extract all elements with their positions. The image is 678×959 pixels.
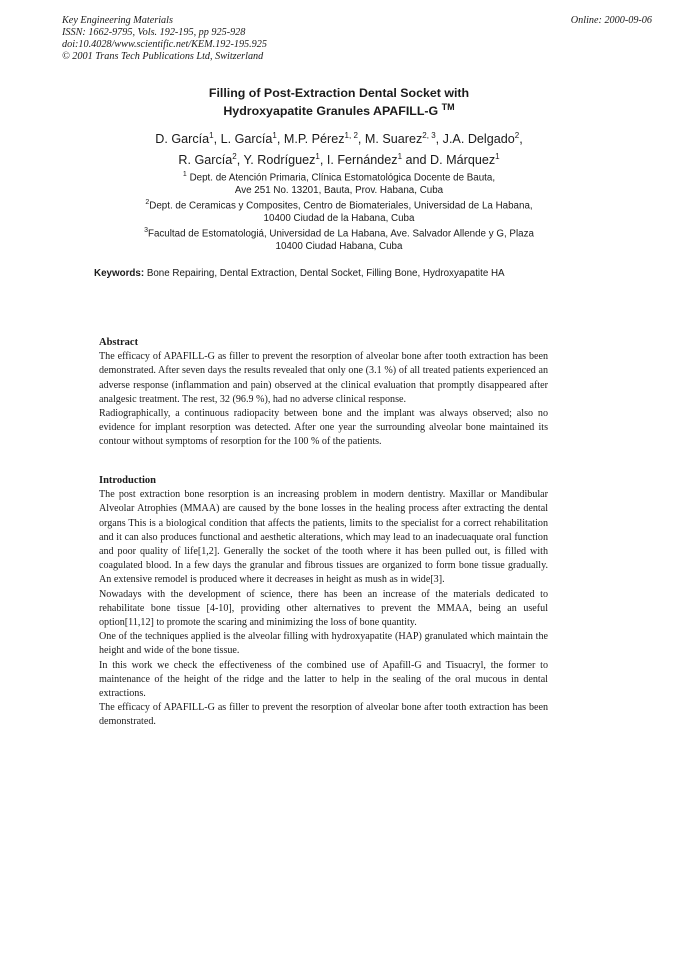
author-name: L. García [220, 132, 273, 147]
keywords [94, 268, 505, 279]
author-separator: , [357, 132, 365, 147]
author-name: M. Suarez [364, 132, 423, 147]
author-list [0, 127, 678, 169]
online-date: Online: 2000-09-06 [570, 15, 652, 26]
affiliation-number: 2 [145, 199, 150, 206]
affiliation-3 [0, 224, 678, 253]
doi-line: doi:10.4028/www.scientific.net/KEM.192-195.925 [62, 39, 267, 50]
affiliation-1 [0, 168, 678, 197]
journal-name: Key Engineering Materials [62, 15, 173, 26]
introduction-paragraph: The efficacy of APAFILL-G as filler to prevent the resorption of alveolar bone after tooth extraction has been demonstrated. [99, 702, 548, 728]
abstract-paragraph: The efficacy of APAFILL-G as filler to prevent the resorption of alveolar bone after tooth extraction has been demonstrated. After seven days the results revealed that only one (3.1 %) of all treated patients experienced an adverse response (inflammation and pain) observed at the clinical evaluation that promptly disappeared after analgesic treatment. The rest, 32 (96.9 %), had no adverse clinical response. [99, 351, 548, 405]
title-line-2-text: Hydroxyapatite Granules APAFILL-G [223, 104, 439, 119]
abstract-section [99, 336, 548, 450]
affiliation-number: 1 [182, 171, 187, 178]
author-name: D. Márquez [430, 153, 496, 168]
introduction-paragraph: The post extraction bone resorption is an increasing problem in modern dentistry. Maxillar or Mandibular Alveolar Atrophies (MMAA) are caused by the bone losses in the healing process after extracting the dental organs This is a biological condition that affects the patients, limits to the specialist for a correct rehabilitation and it can also produces functional and aesthetic alterations, which may lead to an inadecuaquate oral function and poor quality of life[1,2]. Generally the socket of the tooth where it has been pulled out, is filled with coagulated blood. In a few days the granular and fibrous tissues are organized to form bone tissue gradually. An extensive remodel is produced where it decreases in height as mush as in wide[3]. [99, 489, 548, 586]
author-affiliation-ref: 2, 3 [422, 131, 436, 140]
title-line-2 [0, 100, 678, 118]
affiliation-line [0, 224, 678, 240]
journal-header [62, 15, 652, 63]
author-separator: and [402, 153, 431, 168]
author-affiliation-ref: 1 [397, 152, 403, 162]
abstract-heading: Abstract [99, 337, 139, 348]
introduction-paragraph: One of the techniques applied is the alveolar filling with hydroxyapatite (HAP) granulated which maintain the height and wide of the bone tissue. [99, 631, 548, 657]
author-separator: , [519, 132, 523, 147]
keywords-text: Bone Repairing, Dental Extraction, Dental Socket, Filling Bone, Hydroxyapatite HA [146, 268, 505, 279]
title-line-1: Filling of Post-Extraction Dental Socket with [208, 86, 470, 100]
affiliation-address: Ave 251 No. 13201, Bauta, Prov. Habana, Cuba [234, 185, 444, 197]
abstract-paragraph: Radiographically, a continuous radiopacity between bone and the implant was always observed; also no evidence for implant resorption was detected. After one year the surrounding alveolar bone maintained its contour without symptoms of resorption for the 100 % of the patients. [99, 408, 548, 448]
issn-line: ISSN: 1662-9795, Vols. 192-195, pp 925-928 [62, 27, 246, 38]
affiliation-2 [0, 196, 678, 225]
author-affiliation-ref: 1 [315, 152, 320, 162]
author-separator: , [236, 153, 244, 168]
author-affiliation-ref: 1 [209, 131, 214, 140]
affiliation-address: 10400 Ciudad Habana, Cuba [275, 241, 403, 253]
introduction-paragraph: In this work we check the effectiveness of the combined use of Apafill-G and Tisuacryl, the former to maintenance of the height of the ridge and the latter to help in the sealing of the oral mucous in dental extractions. [99, 659, 548, 700]
affiliation-line [0, 168, 678, 184]
author-line-2 [0, 148, 678, 169]
author-affiliation-ref: 1 [495, 152, 500, 162]
trademark-mark: TM [441, 102, 455, 112]
author-separator: , [319, 153, 327, 168]
affiliation-number: 3 [144, 227, 148, 234]
author-name: Y. Rodríguez [243, 153, 316, 168]
affiliation-text: Facultad de Estomatologiá, Universidad de La Habana, Ave. Salvador Allende y G, Plaza [147, 228, 534, 240]
author-name: D. García [155, 132, 210, 147]
author-affiliation-ref: 2 [232, 152, 237, 162]
author-name: M.P. Pérez [283, 132, 345, 147]
affiliation-line [0, 196, 678, 212]
affiliation-text: Dept. de Atención Primaria, Clínica Estomatológica Docente de Bauta, [189, 172, 496, 184]
paper-title [0, 86, 678, 118]
author-separator: , [435, 132, 443, 147]
affiliation-address: 10400 Ciudad de la Habana, Cuba [263, 213, 415, 225]
introduction-section [99, 474, 548, 730]
introduction-heading: Introduction [99, 475, 156, 486]
author-line-1 [0, 127, 678, 148]
author-affiliation-ref: 1, 2 [344, 131, 358, 140]
author-name: R. García [178, 153, 233, 168]
author-separator: , [213, 132, 221, 147]
author-name: I. Fernández [326, 153, 398, 168]
keywords-label: Keywords: [94, 268, 145, 279]
author-name: J.A. Delgado [442, 132, 515, 147]
affiliation-text: Dept. de Ceramicas y Composites, Centro de Biomateriales, Universidad de La Habana, [149, 200, 533, 212]
author-separator: , [276, 132, 284, 147]
author-affiliation-ref: 1 [272, 131, 277, 140]
author-affiliation-ref: 2 [514, 131, 520, 140]
introduction-paragraph: Nowadays with the development of science, there has been an increase of the materials dedicated to rehabilitate bone tissue [4-10], providing other alternatives to prevent the MMAA, being an useful option[11,12] to promote the scaring and minimizing the loss of bone quantity. [99, 588, 548, 629]
copyright-line: © 2001 Trans Tech Publications Ltd, Switzerland [62, 51, 264, 62]
